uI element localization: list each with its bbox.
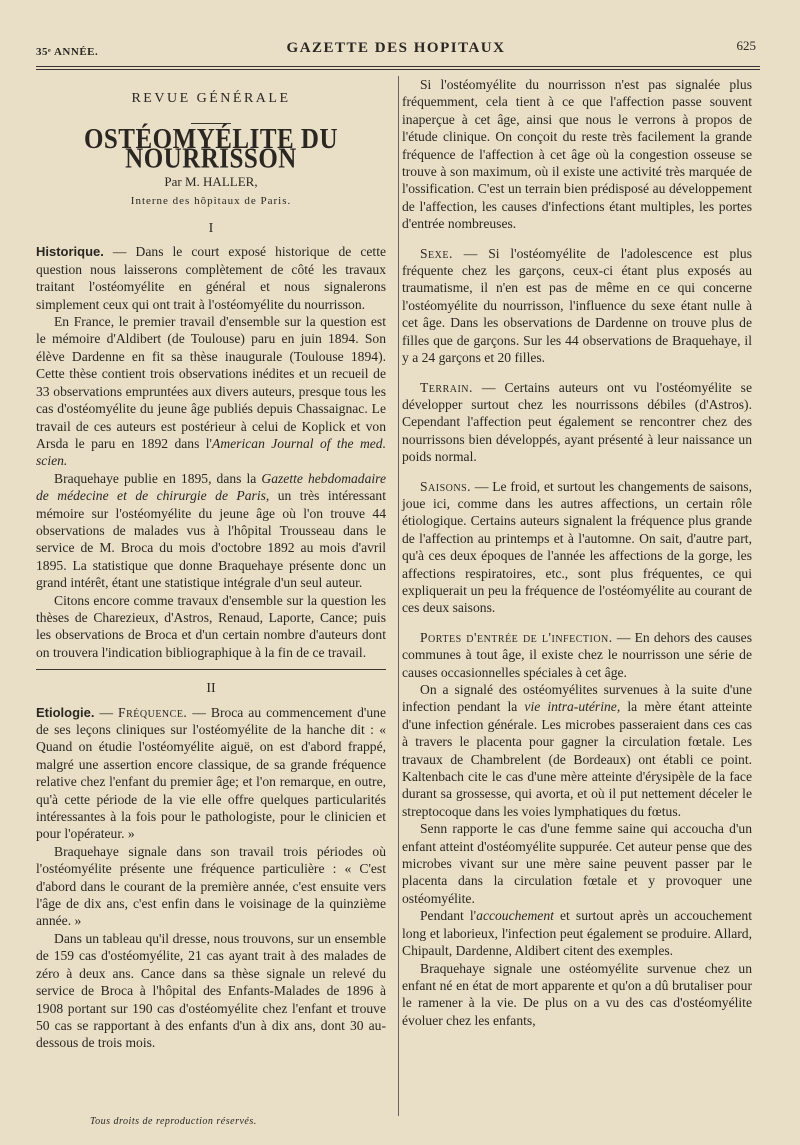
paragraph: Citons encore comme travaux d'ensemble sur la question les thèses de Charezieux, d'Astros, Renaud, Laporte, Cance; puis les observations de Broca et d'un certain nombre d'auteurs dont on trouvera l'indication bibliographique à la fin de ce travail. <box>36 592 386 660</box>
paragraph-terrain: Terrain. — Certains auteurs ont vu l'ostéomyélite se développer surtout chez les nourrissons débiles (d'Astros). Cependant l'affection peut également se rencontrer chez des nourrissons bien développés, ayant présenté à leur naissance un poids normal. <box>402 379 752 465</box>
subheading-terrain: Terrain. <box>420 379 473 395</box>
header-journal-name: GAZETTE DES HOPITAUX <box>286 40 506 56</box>
section-number-2: II <box>206 681 216 697</box>
paragraph: Braquehaye publie en 1895, dans la Gazette hebdomadaire de médecine et de chirurgie de Paris, un très intéressant mémoire sur l'ostéomyélite du jeune âge où l'on trouve 44 observations de malades vus à l'hôpital Trousseau dans le service de M. Broca du mois d'octobre 1892 au mois d'avril 1895. La statistique que donne Braquehaye présente donc un grand intérêt, étant une statistique intégrale d'un seul auteur. <box>36 470 386 591</box>
paragraph: On a signalé des ostéomyélites survenues à la suite d'une infection pendant la vie intra-utérine, la mère étant atteinte d'une infection générale. Les microbes passeraient dans ces cas à travers le placenta pour gagner la circulation fœtale. Les travaux de Chambrelent (de Bordeaux) ont établi ce point. Kaltenbach cite le cas d'une mère atteinte d'érysipèle de la face durant sa grossesse, qui avorta, et où il put nettement déceler le streptocoque dans les voies lymphatiques du fœtus. <box>402 682 752 819</box>
paragraph: Si l'ostéomyélite du nourrisson n'est pas signalée plus fréquemment, cela tient à ce que l'affection passe souvent inaperçue à cet âge, ainsi que nous le verrons à propos de l'étude clinique. On conçoit du reste très facilement la grande fréquence de l'affection à cet âge où la congestion osseuse se trouve à son maximum, où il existe une activité très marquée de l'ossification. C'est un terrain bien prédisposé au développement de l'affection, les causes d'infections étant multiples, les portes d'entrée nombreuses. <box>402 77 752 232</box>
paragraph-portes: Portes d'entrée de l'infection. — En dehors des causes communes à tout âge, il existe chez le nourrisson une série de causes occasionnelles spéciales à cet âge. <box>402 629 752 680</box>
subheading-portes: Portes d'entrée de l'infection. <box>420 629 613 645</box>
section-rule <box>36 669 386 670</box>
author-affiliation: Interne des hôpitaux de Paris. <box>130 194 292 207</box>
author-name: Par M. HALLER, <box>164 174 258 190</box>
article-title: OSTÉOMYÉLITE DU NOURRISSON <box>83 124 339 176</box>
paragraph: En France, le premier travail d'ensemble sur la question est le mémoire d'Aldibert (de Toulouse) paru en juin 1894. Son élève Dardenne en fit sa thèse inaugurale (Toulouse 1894). Cette thèse contient trois observations inédites et un recueil de 33 observations empruntées aux divers auteurs, presque tous les cas d'ostéomyélite du jeune âge publiés depuis Chassaignac. Le travail de ces auteurs est postérieur à celui de Koplick et von Arsda le paru en 1892 dans l'American Journal of the med. scien. <box>36 314 386 469</box>
paragraph: Senn rapporte le cas d'une femme saine qui accoucha d'un enfant atteint d'ostéomyélite suppurée. Cet auteur pense que des microbes vivant sur une mère saine peuvent passer par le placenta dans la circulation fœtale et y provoquer une ostéomyélite. <box>402 821 752 906</box>
right-column <box>402 76 752 1029</box>
header-rule-thin <box>36 69 760 70</box>
paragraph: Braquehaye signale une ostéomyélite survenue chez un enfant né en état de mort apparente et qu'on a dû brutaliser pour le ramener à la vie. De plus on a vu des cas d'ostéomyélite évoluer chez les enfants, <box>402 960 752 1028</box>
footer-rights: Tous droits de reproduction réservés. <box>90 1116 257 1127</box>
subheading-saisons: Saisons. <box>420 478 472 494</box>
heading-etiologie: Etiologie. <box>36 704 95 720</box>
paragraph: Dans un tableau qu'il dresse, nous trouvons, sur un ensemble de 159 cas d'ostéomyélite, 21 cas ayant trait à des malades de zéro à deux ans. Cance dans sa thèse signale un relevé du service de Broca à l'hôpital des Enfants-Malades de 1896 à 1908 portant sur 190 cas d'ostéomyélite chez l'enfant et trouve 50 cas se rapportant à des enfants d'un à dix ans, dont 30 au-dessous de trois mois. <box>36 930 386 1051</box>
paragraph-saisons: Saisons. — Le froid, et surtout les changements de saisons, joue ici, comme dans les autres affections, un certain rôle étiologique. Certains auteurs signalent la fréquence plus grande de l'affection au printemps et à l'automne. On sait, d'autre part, qu'à ces deux époques de l'année les affections de la gorge, les affections respiratoires, etc., sont plus fréquentes, ce qui expliquerait un peu la fréquence de l'ostéomyélite au courant de ces deux saisons. <box>402 478 752 616</box>
paragraph-etiologie: Etiologie. — Fréquence. — Broca au commencement d'une de ses leçons cliniques sur l'ostéomyélite de la hanche dit : « Quand on étudie l'ostéomyélite aiguë, on est d'abord frappé, malgré une assertion encore classique, de sa grande fréquence relative chez l'enfant du premier âge; et l'on remarque, en outre, qu'à cette période de la vie elle offre quelques particularités intéressantes à la fois pour le pathologiste, pour le clinicien et pour l'opérateur. » <box>36 704 387 842</box>
column-divider <box>398 76 399 1116</box>
header-rule <box>36 66 760 67</box>
paragraph: Braquehaye signale dans son travail trois périodes où l'ostéomyélite présente une fréquence particulière : « C'est d'abord dans le courant de la première année, c'est ensuite vers l'âge de dix ans, c'est enfin dans le voisinage de la quinzième année. » <box>36 843 386 929</box>
section-number-1: I <box>208 221 214 237</box>
paragraph-sexe: Sexe. — Si l'ostéomyélite de l'adolescence est plus fréquente chez les garçons, ceux-ci étant plus exposés au traumatisme, il n'en est pas de même en ce qui concerne l'ostéomyélite du nourrisson, l'influence du sexe étant nulle à cet âge. Dans les observations de Dardenne on trouve plus de filles que de garçons. Sur les 44 observations de Braquehaye, il y a 24 garçons et 20 filles. <box>402 245 752 366</box>
subheading-sexe: Sexe. <box>420 245 453 261</box>
heading-historique: Historique. <box>36 244 104 260</box>
paragraph-historique: Historique. — Dans le court exposé historique de cette question nous laisserons complètement de côté les travaux traitant l'ostéomyélite en général et nous signalerons simplement ceux qui ont trait à l'ostéomyélite du nourrisson. <box>36 244 386 312</box>
page-header <box>36 38 756 64</box>
header-page-number: 625 <box>736 38 756 53</box>
header-year: 35ᵉ ANNÉE. <box>36 46 99 58</box>
paragraph: Pendant l'accouchement et surtout après un accouchement long et laborieux, l'infection peut également se produire. Allard, Chipault, Dardenne, Aldibert citent des exemples. <box>402 908 753 959</box>
subheading-frequence: Fréquence. <box>118 704 188 720</box>
left-column <box>36 76 386 1052</box>
section-label: REVUE GÉNÉRALE <box>131 91 291 106</box>
